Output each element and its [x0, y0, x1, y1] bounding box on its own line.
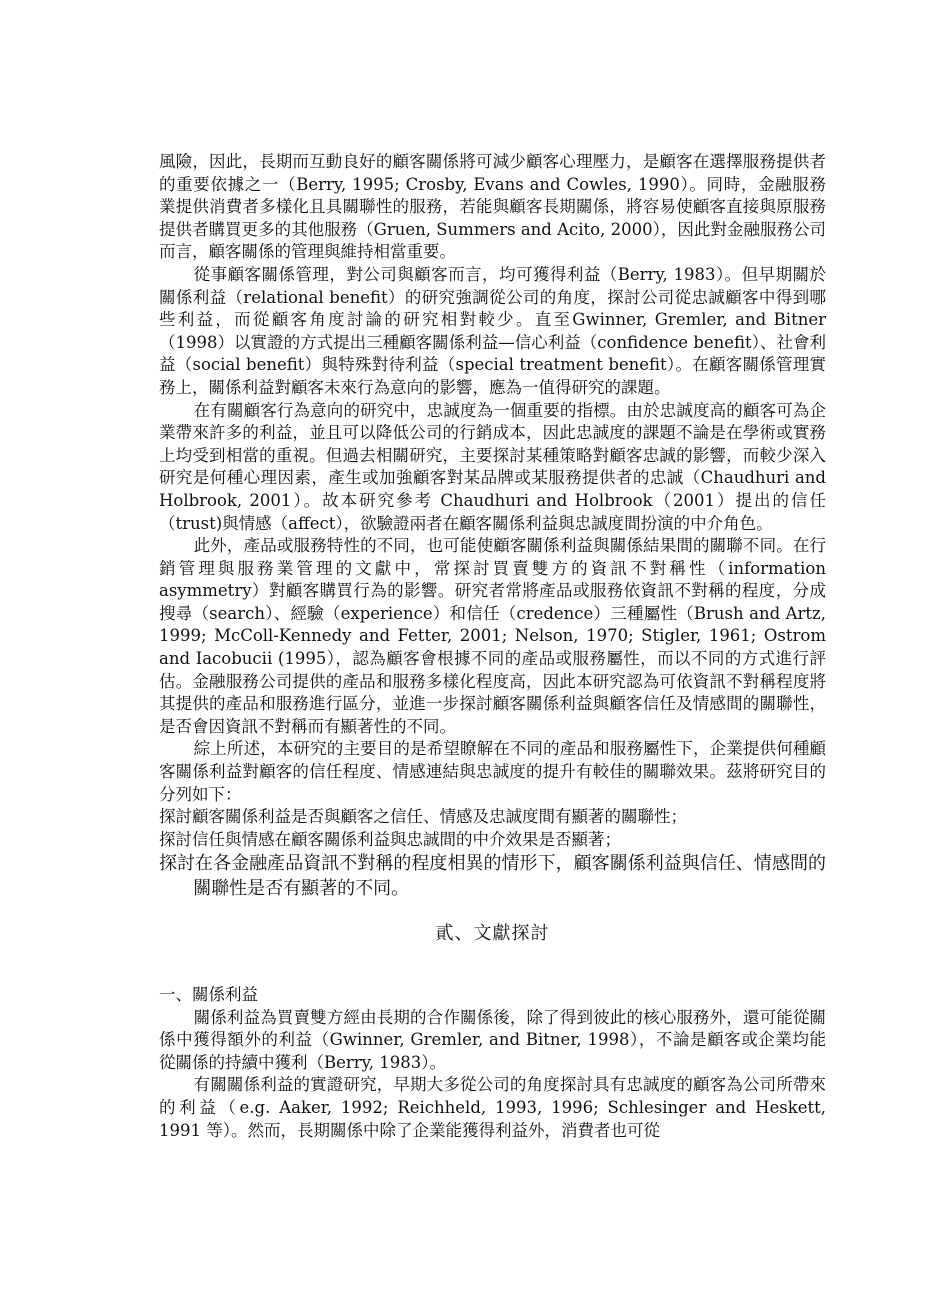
- paragraph-intro-1: 風險，因此，長期而互動良好的顧客關係將可減少顧客心理壓力，是顧客在選擇服務提供者的重要依據之一（Berry, 1995; Crosby, Evans and Cowles, 1990）。同時，金融服務業提供消費者多樣化且具關聯性的服務，若能與顧客長期關係，將容易使顧客直接與原服務提供者購買更多的其他服務（Gruen, Summers and Acito, 2000），因此對金融服務公司而言，顧客關係的管理與維持相當重要。: [159, 152, 826, 262]
- objective-item-3: 探討在各金融產品資訊不對稱的程度相異的情形下，顧客關係利益與信任、情感間的關聯性是否有顯著的不同。: [159, 853, 826, 900]
- section-title: 貳、文獻探討: [435, 923, 550, 945]
- paragraph-section-1: 關係利益為買賣雙方經由長期的合作關係後，除了得到彼此的核心服務外，還可能從關係中獲得額外的利益（Gwinner, Gremler, and Bitner, 1998），不論是顧客或企業均能從關係的持續中獲利（Berry, 1983）。: [159, 1007, 826, 1072]
- paragraph-section-2: 有關關係利益的實證研究，早期大多從公司的角度探討具有忠誠度的顧客為公司所帶來的利益（e.g. Aaker, 1992; Reichheld, 1993, 1996; Schlesinger and Heskett, 1991 等）。然而，長期關係中除了企業能獲得利益外，消費者也可從: [159, 1075, 826, 1140]
- paragraph-intro-2: 從事顧客關係管理，對公司與顧客而言，均可獲得利益（Berry, 1983）。但早期關於關係利益（relational benefit）的研究強調從公司的角度，探討公司從忠誠顧客中得到哪些利益，而從顧客角度討論的研究相對較少。直至Gwinner, Gremler, and Bitner（1998）以實證的方式提出三種顧客關係利益—信心利益（confidence benefit）、社會利益（social benefit）與特殊對待利益（special treatment benefit）。在顧客關係管理實務上，關係利益對顧客未來行為意向的影響，應為一值得研究的課題。: [159, 264, 826, 397]
- objective-item-2: 探討信任與情感在顧客關係利益與忠誠間的中介效果是否顯著；: [159, 829, 621, 849]
- paragraph-intro-4: 此外，產品或服務特性的不同，也可能使顧客關係利益與關係結果間的關聯不同。在行銷管理與服務業管理的文獻中，常探討買賣雙方的資訊不對稱性（information asymmetry）對顧客購買行為的影響。研究者常將產品或服務依資訊不對稱的程度，分成搜尋（search）、經驗（experience）和信任（credence）三種屬性（Brush and Artz, 1999; McColl-Kennedy and Fetter, 2001; Nelson, 1970; Stigler, 1961; Ostrom and Iacobucii (1995），認為顧客會根據不同的產品或服務屬性，而以不同的方式進行評估。金融服務公司提供的產品和服務多樣化程度高，因此本研究認為可依資訊不對稱程度將其提供的產品和服務進行區分，並進一步探討顧客關係利益與顧客信任及情感間的關聯性，是否會因資訊不對稱而有顯著性的不同。: [159, 536, 826, 736]
- paragraph-intro-5: 綜上所述，本研究的主要目的是希望瞭解在不同的產品和服務屬性下，企業提供何種顧客關係利益對顧客的信任程度、情感連結與忠誠度的提升有較佳的關聯效果。茲將研究目的分列如下：: [159, 739, 826, 804]
- paragraph-intro-3: 在有關顧客行為意向的研究中，忠誠度為一個重要的指標。由於忠誠度高的顧客可為企業帶來許多的利益，並且可以降低公司的行銷成本，因此忠誠度的課題不論是在學術或實務上均受到相當的重視。但過去相關研究，主要探討某種策略對顧客忠誠的影響，而較少深入研究是何種心理因素，產生或加強顧客對某品牌或某服務提供者的忠誠（Chaudhuri and Holbrook, 2001）。故本研究參考 Chaudhuri and Holbrook（2001）提出的信任（trust)與情感（affect），欲驗證兩者在顧客關係利益與忠誠度間扮演的中介角色。: [159, 400, 826, 533]
- objective-item-1: 探討顧客關係利益是否與顧客之信任、情感及忠誠度間有顯著的關聯性；: [159, 807, 687, 827]
- document-page: [159, 151, 826, 1142]
- subsection-title: 一、關係利益: [159, 985, 258, 1004]
